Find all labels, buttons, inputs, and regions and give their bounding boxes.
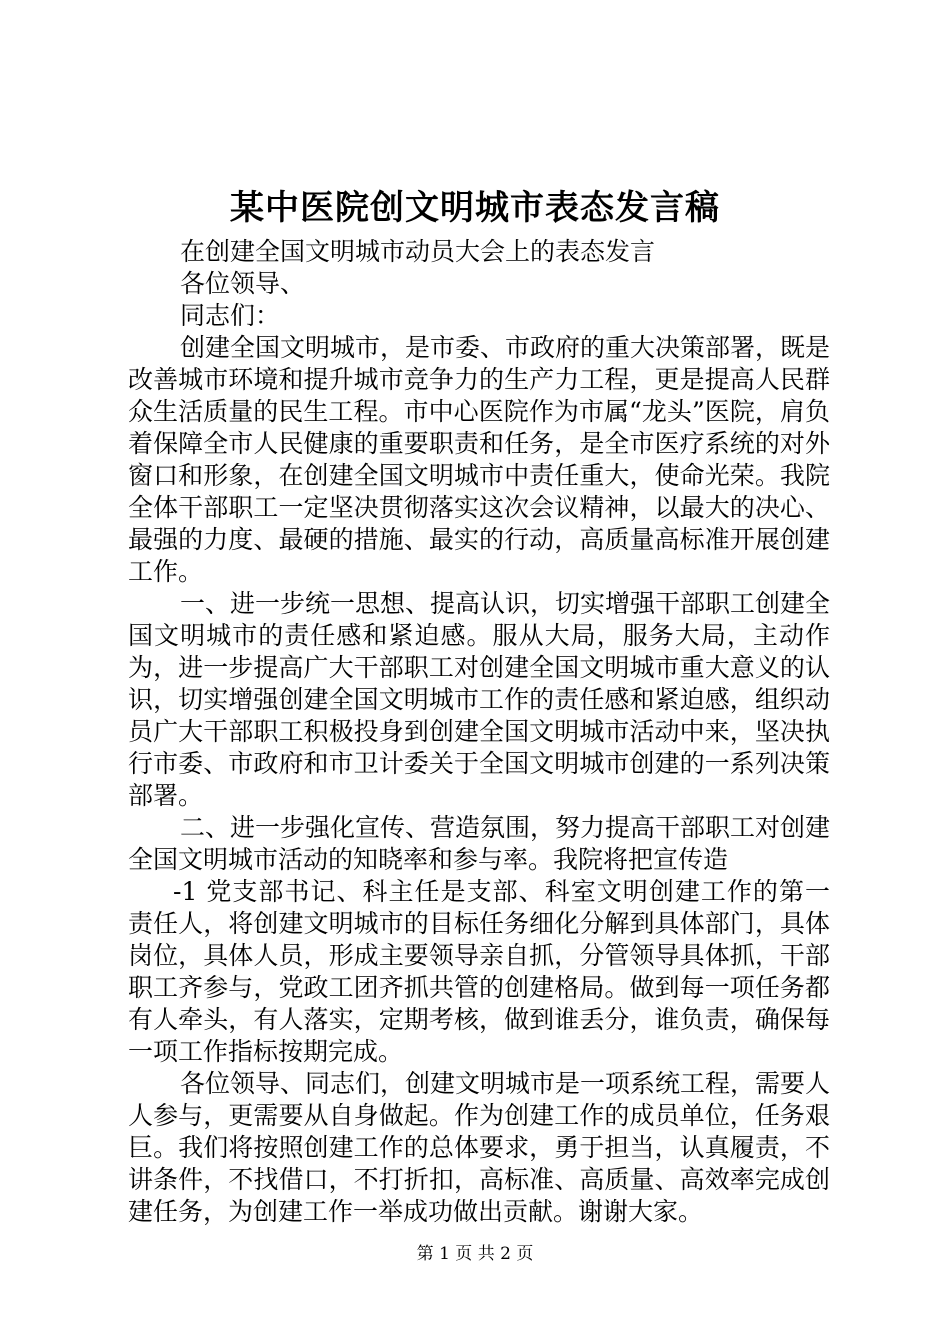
paragraph-closing: 各位领导、同志们，创建文明城市是一项系统工程，需要人人参与，更需要从自身做起。作为创建工作的成员单位，任务艰巨。我们将按照创建工作的总体要求，勇于担当，认真履责，不讲条件，不找借口，不打折扣，高标准、高质量、高效率完成创建任务，为创建工作一举成功做出贡献。谢谢大家。 xyxy=(128,1069,831,1226)
paragraph-subtitle: 在创建全国文明城市动员大会上的表态发言 xyxy=(180,237,656,266)
paragraph-salutation-comrades: 同志们： xyxy=(180,301,281,330)
document-title: 某中医院创文明城市表态发言稿 xyxy=(230,188,720,228)
paragraph-intro: 创建全国文明城市，是市委、市政府的重大决策部署，既是改善城市环境和提升城市竞争力的生产力工程，更是提高人民群众生活质量的民生工程。市中心医院作为市属“龙头”医院，肩负着保障全市人民健康的重要职责和任务，是全市医疗系统的对外窗口和形象，在创建全国文明城市中责任重大，使命光荣。我院全体干部职工一定坚决贯彻落实这次会议精神，以最大的决心、最强的力度、最硬的措施、最实的行动，高质量高标准开展创建工作。 xyxy=(128,333,831,586)
paragraph-responsibility: -1 党支部书记、科主任是支部、科室文明创建工作的第一责任人，将创建文明城市的目标任务细化分解到具体部门，具体岗位，具体人员，形成主要领导亲自抓，分管领导具体抓，干部职工齐参与，党政工团齐抓共管的创建格局。做到每一项任务都有人牵头，有人落实，定期考核，做到谁丢分，谁负责，确保每一项工作指标按期完成。 xyxy=(128,877,830,1066)
paragraph-salutation-leaders: 各位领导、 xyxy=(180,269,306,298)
page-footer: 第 1 页 共 2 页 xyxy=(416,1244,534,1264)
paragraph-point-one: 一、进一步统一思想、提高认识，切实增强干部职工创建全国文明城市的责任感和紧迫感。服从大局，服务大局，主动作为，进一步提高广大干部职工对创建全国文明城市重大意义的认识，切实增强创建全国文明城市工作的责任感和紧迫感，组织动员广大干部职工积极投身到创建全国文明城市活动中来，坚决执行市委、市政府和市卫计委关于全国文明城市创建的一系列决策部署。 xyxy=(128,589,831,810)
document-body xyxy=(128,236,830,1228)
paragraph-point-two: 二、进一步强化宣传、营造氛围，努力提高干部职工对创建全国文明城市活动的知晓率和参与率。我院将把宣传造 xyxy=(128,813,831,874)
